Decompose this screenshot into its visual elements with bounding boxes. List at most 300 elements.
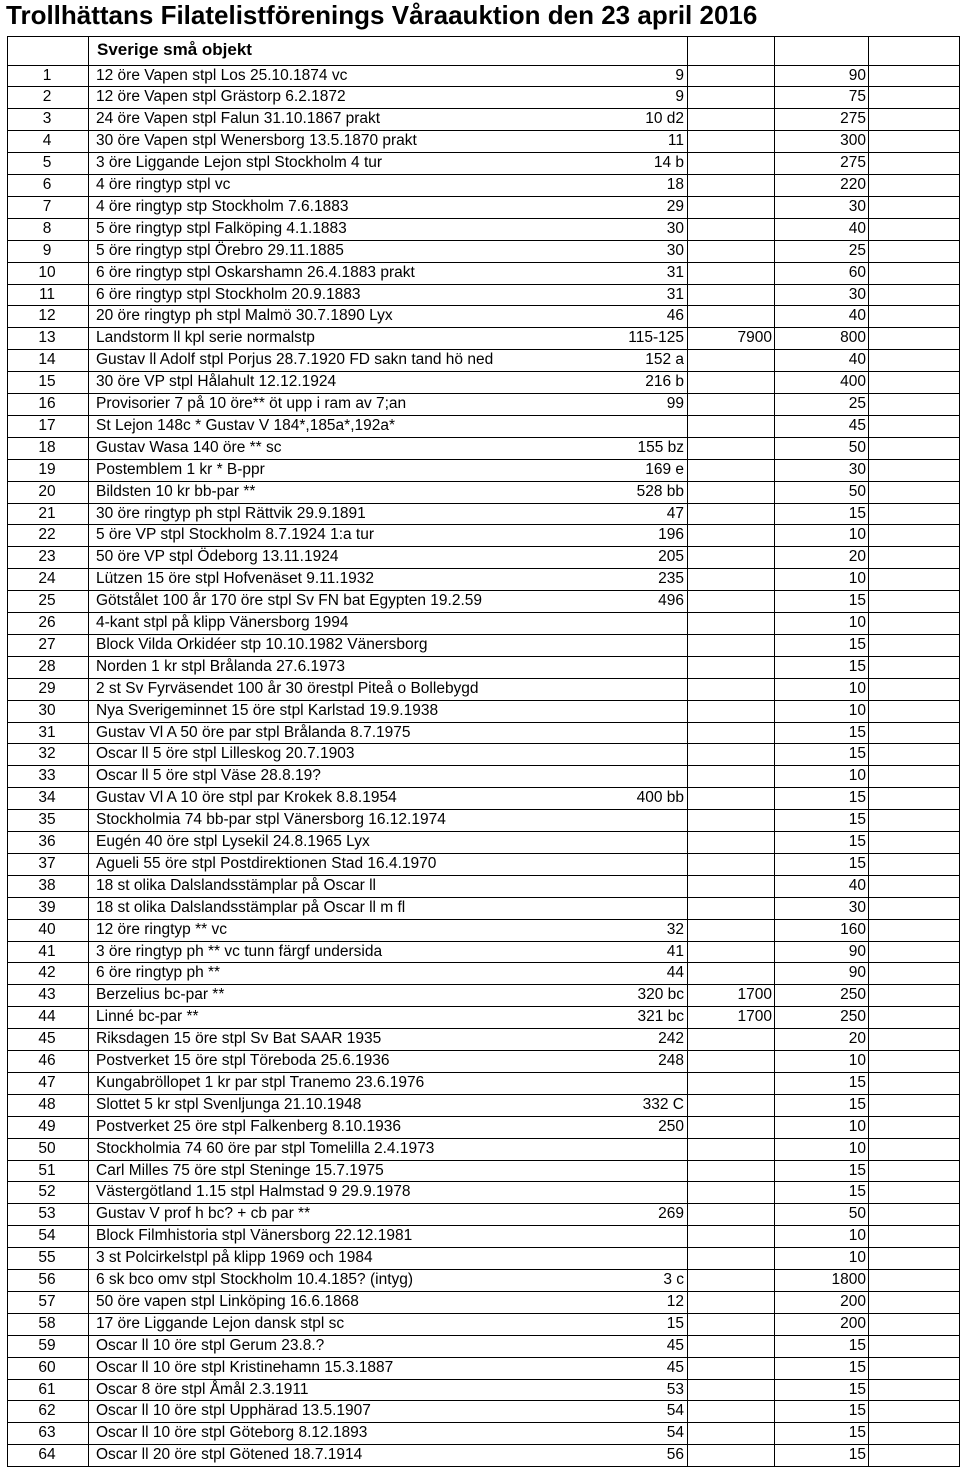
lot-number: 47 bbox=[38, 1073, 56, 1091]
lot-description: 20 öre ringtyp ph stpl Malmö 30.7.1890 Lyx bbox=[96, 307, 393, 325]
table-row bbox=[0, 196, 960, 218]
lot-number: 3 bbox=[42, 110, 52, 128]
starting-bid: 15 bbox=[848, 1073, 866, 1091]
table-row bbox=[0, 984, 960, 1006]
starting-bid: 10 bbox=[848, 1139, 866, 1157]
table-row bbox=[0, 524, 960, 546]
table-row bbox=[0, 1028, 960, 1050]
facit-number: 152 a bbox=[645, 351, 684, 369]
lot-number: 60 bbox=[38, 1358, 56, 1376]
facit-number: 41 bbox=[666, 942, 684, 960]
facit-number: 3 c bbox=[663, 1271, 684, 1288]
starting-bid: 220 bbox=[840, 176, 866, 193]
lot-description: 30 öre Vapen stpl Wenersborg 13.5.1870 prakt bbox=[96, 132, 417, 150]
table-row bbox=[0, 152, 960, 174]
facit-number: 47 bbox=[666, 504, 684, 522]
lot-description: 30 öre ringtyp ph stpl Rättvik 29.9.1891 bbox=[96, 504, 366, 522]
facit-number: 242 bbox=[658, 1030, 684, 1048]
lot-description: Lützen 15 öre stpl Hofvenäset 9.11.1932 bbox=[96, 570, 375, 588]
starting-bid: 15 bbox=[848, 1402, 866, 1420]
lot-description: 6 öre ringtyp stpl Stockholm 20.9.1883 bbox=[96, 285, 361, 303]
lot-description: Postverket 25 öre stpl Falkenberg 8.10.1936 bbox=[96, 1117, 402, 1135]
lot-number: 2 bbox=[42, 88, 52, 106]
table-row bbox=[0, 1335, 960, 1357]
lot-number: 59 bbox=[38, 1336, 56, 1354]
starting-bid: 40 bbox=[848, 307, 866, 325]
lot-description: Kungabröllopet 1 kr par stpl Tranemo 23.6.1976 bbox=[96, 1073, 425, 1091]
table-row bbox=[0, 1181, 960, 1203]
starting-bid: 160 bbox=[840, 920, 866, 938]
lot-description: Postverket 15 öre stpl Töreboda 25.6.1936 bbox=[96, 1052, 390, 1069]
table-row bbox=[0, 130, 960, 152]
catalogue-value: 1700 bbox=[737, 986, 772, 1004]
grid-hline bbox=[7, 36, 960, 37]
table-row bbox=[0, 765, 960, 787]
facit-number: 496 bbox=[658, 592, 684, 610]
starting-bid: 10 bbox=[848, 1227, 866, 1245]
lot-description: Postemblem 1 kr * B-ppr bbox=[96, 460, 265, 478]
facit-number: 9 bbox=[675, 88, 684, 106]
lot-number: 53 bbox=[38, 1205, 56, 1223]
lot-description: 18 st olika Dalslandsstämplar på Oscar ll m fl bbox=[96, 898, 406, 916]
starting-bid: 15 bbox=[848, 1336, 866, 1354]
lot-description: Oscar 8 öre stpl Åmål 2.3.1911 bbox=[96, 1380, 309, 1398]
table-row bbox=[0, 1050, 960, 1072]
starting-bid: 15 bbox=[848, 1358, 866, 1376]
table-row bbox=[0, 240, 960, 262]
lot-description: Gustav Wasa 140 öre ** sc bbox=[96, 438, 282, 456]
starting-bid: 200 bbox=[840, 1314, 866, 1332]
starting-bid: 15 bbox=[848, 635, 866, 653]
facit-number: 321 bc bbox=[637, 1008, 684, 1026]
starting-bid: 15 bbox=[848, 723, 866, 741]
table-row bbox=[0, 1225, 960, 1247]
table-row bbox=[0, 612, 960, 634]
facit-number: 45 bbox=[666, 1336, 684, 1354]
table-row bbox=[0, 459, 960, 481]
lot-number: 15 bbox=[38, 373, 56, 391]
table-row bbox=[0, 1203, 960, 1225]
starting-bid: 15 bbox=[848, 833, 866, 850]
lot-number: 21 bbox=[38, 504, 56, 522]
facit-number: 332 C bbox=[642, 1095, 684, 1113]
table-row bbox=[0, 1072, 960, 1094]
catalogue-value: 1700 bbox=[737, 1008, 772, 1026]
facit-number: 12 bbox=[666, 1292, 684, 1310]
starting-bid: 15 bbox=[848, 1380, 866, 1398]
facit-number: 54 bbox=[666, 1424, 684, 1442]
lot-description: Agueli 55 öre stpl Postdirektionen Stad 16.4.1970 bbox=[96, 854, 437, 872]
starting-bid: 40 bbox=[848, 876, 866, 894]
starting-bid: 1800 bbox=[831, 1271, 866, 1288]
starting-bid: 200 bbox=[840, 1292, 866, 1310]
lot-description: 12 öre ringtyp ** vc bbox=[96, 920, 227, 938]
table-row bbox=[0, 108, 960, 130]
lot-number: 34 bbox=[38, 789, 56, 807]
facit-number: 269 bbox=[658, 1205, 684, 1223]
starting-bid: 40 bbox=[848, 219, 866, 237]
table-row bbox=[0, 174, 960, 196]
lot-number: 51 bbox=[38, 1161, 56, 1179]
lot-number: 25 bbox=[38, 592, 56, 610]
starting-bid: 250 bbox=[840, 986, 866, 1004]
starting-bid: 30 bbox=[848, 197, 866, 215]
starting-bid: 15 bbox=[848, 811, 866, 829]
lot-description: 4 öre ringtyp stpl vc bbox=[96, 176, 231, 193]
lot-number: 1 bbox=[42, 66, 52, 84]
table-row bbox=[0, 568, 960, 590]
starting-bid: 50 bbox=[848, 1205, 866, 1223]
table-row bbox=[0, 1444, 960, 1466]
lot-number: 38 bbox=[38, 876, 56, 894]
lot-description: 12 öre Vapen stpl Grästorp 6.2.1872 bbox=[96, 88, 346, 106]
table-row bbox=[0, 503, 960, 525]
table-row bbox=[0, 1357, 960, 1379]
lot-number: 48 bbox=[38, 1095, 56, 1113]
starting-bid: 90 bbox=[848, 66, 866, 84]
lot-number: 7 bbox=[42, 197, 52, 215]
lot-description: 5 öre VP stpl Stockholm 8.7.1924 1:a tur bbox=[96, 526, 375, 544]
facit-number: 30 bbox=[666, 241, 684, 259]
lot-description: 6 sk bco omv stpl Stockholm 10.4.185? (intyg) bbox=[96, 1271, 414, 1288]
facit-number: 235 bbox=[658, 570, 684, 588]
facit-number: 15 bbox=[666, 1314, 684, 1332]
starting-bid: 75 bbox=[848, 88, 866, 106]
table-row bbox=[0, 284, 960, 306]
table-row bbox=[0, 546, 960, 568]
starting-bid: 15 bbox=[848, 789, 866, 807]
lot-number: 41 bbox=[38, 942, 56, 960]
lot-number: 9 bbox=[42, 241, 52, 259]
lot-number: 30 bbox=[38, 701, 56, 719]
starting-bid: 50 bbox=[848, 482, 866, 500]
starting-bid: 400 bbox=[840, 373, 866, 391]
lot-number: 32 bbox=[38, 745, 56, 763]
starting-bid: 15 bbox=[848, 592, 866, 610]
starting-bid: 15 bbox=[848, 504, 866, 522]
facit-number: 44 bbox=[666, 964, 684, 982]
starting-bid: 15 bbox=[848, 1095, 866, 1113]
lot-number: 27 bbox=[38, 635, 56, 653]
lot-number: 29 bbox=[38, 679, 56, 697]
table-row bbox=[0, 743, 960, 765]
table-row bbox=[0, 1291, 960, 1313]
lot-number: 61 bbox=[38, 1380, 56, 1398]
lot-number: 39 bbox=[38, 898, 56, 916]
facit-number: 56 bbox=[666, 1446, 684, 1464]
starting-bid: 25 bbox=[848, 395, 866, 412]
lot-description: 6 öre ringtyp ph ** bbox=[96, 964, 221, 982]
lot-description: Gustav Vl A 50 öre par stpl Brålanda 8.7.1975 bbox=[96, 723, 411, 741]
table-row bbox=[0, 262, 960, 284]
lot-number: 42 bbox=[38, 964, 56, 982]
lot-description: Oscar ll 5 öre stpl Väse 28.8.19? bbox=[96, 767, 321, 785]
facit-number: 250 bbox=[658, 1117, 684, 1135]
facit-number: 29 bbox=[666, 197, 684, 215]
table-row bbox=[0, 700, 960, 722]
lot-description: Landstorm ll kpl serie normalstp bbox=[96, 329, 315, 347]
starting-bid: 275 bbox=[840, 110, 866, 128]
lot-description: Riksdagen 15 öre stpl Sv Bat SAAR 1935 bbox=[96, 1030, 382, 1048]
starting-bid: 15 bbox=[848, 1446, 866, 1464]
starting-bid: 20 bbox=[848, 548, 866, 566]
starting-bid: 15 bbox=[848, 1183, 866, 1201]
table-row bbox=[0, 1138, 960, 1160]
lot-number: 22 bbox=[38, 526, 56, 544]
lot-description: Norden 1 kr stpl Brålanda 27.6.1973 bbox=[96, 657, 346, 675]
lot-description: Carl Milles 75 öre stpl Steninge 15.7.1975 bbox=[96, 1161, 384, 1179]
facit-number: 30 bbox=[666, 219, 684, 237]
table-row bbox=[0, 787, 960, 809]
table-row bbox=[0, 634, 960, 656]
starting-bid: 10 bbox=[848, 614, 866, 631]
lot-description: 5 öre ringtyp stpl Örebro 29.11.1885 bbox=[96, 241, 344, 259]
lot-number: 35 bbox=[38, 811, 56, 829]
lot-number: 18 bbox=[38, 438, 56, 456]
starting-bid: 10 bbox=[848, 526, 866, 544]
lot-description: 18 st olika Dalslandsstämplar på Oscar ll bbox=[96, 876, 376, 894]
facit-number: 53 bbox=[666, 1380, 684, 1398]
lot-number: 55 bbox=[38, 1249, 56, 1267]
lot-description: Stockholmia 74 60 öre par stpl Tomelilla 2.4.1973 bbox=[96, 1139, 435, 1157]
lot-description: Block Filmhistoria stpl Vänersborg 22.12.1981 bbox=[96, 1227, 413, 1245]
table-row bbox=[0, 305, 960, 327]
lot-number: 52 bbox=[38, 1183, 56, 1201]
lot-description: Västergötland 1.15 stpl Halmstad 9 29.9.1978 bbox=[96, 1183, 411, 1201]
table-row bbox=[0, 1247, 960, 1269]
facit-number: 99 bbox=[666, 395, 684, 412]
lot-description: 4 öre ringtyp stp Stockholm 7.6.1883 bbox=[96, 197, 349, 215]
lot-number: 64 bbox=[38, 1446, 56, 1464]
lot-number: 20 bbox=[38, 482, 56, 500]
table-row bbox=[0, 1006, 960, 1028]
facit-number: 216 b bbox=[645, 373, 684, 391]
table-row bbox=[0, 962, 960, 984]
table-row bbox=[0, 481, 960, 503]
facit-number: 248 bbox=[658, 1052, 684, 1069]
table-row bbox=[0, 853, 960, 875]
lot-number: 26 bbox=[38, 614, 56, 631]
lot-description: Bildsten 10 kr bb-par ** bbox=[96, 482, 256, 500]
facit-number: 205 bbox=[658, 548, 684, 566]
lot-number: 14 bbox=[38, 351, 56, 369]
lot-number: 46 bbox=[38, 1052, 56, 1069]
lot-description: 3 öre ringtyp ph ** vc tunn färgf undersida bbox=[96, 942, 383, 960]
table-row bbox=[0, 678, 960, 700]
starting-bid: 60 bbox=[848, 263, 866, 281]
lot-number: 28 bbox=[38, 657, 56, 675]
table-row bbox=[0, 919, 960, 941]
lot-description: 50 öre vapen stpl Linköping 16.6.1868 bbox=[96, 1292, 359, 1310]
lot-number: 19 bbox=[38, 460, 56, 478]
table-row bbox=[0, 722, 960, 744]
facit-number: 115-125 bbox=[628, 329, 684, 347]
table-row bbox=[0, 393, 960, 415]
facit-number: 54 bbox=[666, 1402, 684, 1420]
lot-description: Oscar ll 10 öre stpl Gerum 23.8.? bbox=[96, 1336, 325, 1354]
lot-description: Linné bc-par ** bbox=[96, 1008, 199, 1026]
grid-hline bbox=[7, 1466, 960, 1467]
lot-description: 50 öre VP stpl Ödeborg 13.11.1924 bbox=[96, 548, 339, 566]
lot-number: 43 bbox=[38, 986, 56, 1004]
facit-number: 320 bc bbox=[637, 986, 684, 1004]
lot-description: Oscar ll 10 öre stpl Kristinehamn 15.3.1887 bbox=[96, 1358, 394, 1376]
lot-number: 8 bbox=[42, 219, 52, 237]
starting-bid: 10 bbox=[848, 679, 866, 697]
table-row bbox=[0, 65, 960, 87]
starting-bid: 10 bbox=[848, 701, 866, 719]
lot-description: Götstålet 100 år 170 öre stpl Sv FN bat Egypten 19.2.59 bbox=[96, 592, 483, 610]
facit-number: 155 bz bbox=[637, 438, 684, 456]
facit-number: 10 d2 bbox=[645, 110, 684, 128]
table-row bbox=[0, 371, 960, 393]
facit-number: 196 bbox=[658, 526, 684, 544]
lot-description: Slottet 5 kr stpl Svenljunga 21.10.1948 bbox=[96, 1095, 362, 1113]
lot-number: 57 bbox=[38, 1292, 56, 1310]
lot-number: 50 bbox=[38, 1139, 56, 1157]
starting-bid: 10 bbox=[848, 1052, 866, 1069]
lot-number: 40 bbox=[38, 920, 56, 938]
lot-number: 5 bbox=[42, 154, 52, 172]
lot-description: Oscar ll 5 öre stpl Lilleskog 20.7.1903 bbox=[96, 745, 355, 763]
catalogue-value: 7900 bbox=[737, 329, 772, 347]
lot-number: 49 bbox=[38, 1117, 56, 1135]
starting-bid: 30 bbox=[848, 898, 866, 916]
starting-bid: 25 bbox=[848, 241, 866, 259]
table-row bbox=[0, 656, 960, 678]
starting-bid: 15 bbox=[848, 657, 866, 675]
starting-bid: 800 bbox=[840, 329, 866, 347]
lot-description: St Lejon 148c * Gustav V 184*,185a*,192a* bbox=[96, 416, 396, 434]
lot-number: 24 bbox=[38, 570, 56, 588]
table-row bbox=[0, 941, 960, 963]
table-row bbox=[0, 349, 960, 371]
starting-bid: 90 bbox=[848, 942, 866, 960]
table-row bbox=[0, 1160, 960, 1182]
lot-description: Block Vilda Orkidéer stp 10.10.1982 Vänersborg bbox=[96, 635, 428, 653]
starting-bid: 250 bbox=[840, 1008, 866, 1026]
table-row bbox=[0, 809, 960, 831]
lot-number: 37 bbox=[38, 854, 56, 872]
lot-description: 24 öre Vapen stpl Falun 31.10.1867 prakt bbox=[96, 110, 381, 128]
facit-number: 32 bbox=[666, 920, 684, 938]
starting-bid: 275 bbox=[840, 154, 866, 172]
table-row bbox=[0, 1379, 960, 1401]
lot-description: Provisorier 7 på 10 öre** öt upp i ram av 7;an bbox=[96, 395, 407, 412]
lot-number: 33 bbox=[38, 767, 56, 785]
lot-description: Gustav Vl A 10 öre stpl par Krokek 8.8.1954 bbox=[96, 789, 397, 807]
starting-bid: 30 bbox=[848, 460, 866, 478]
starting-bid: 10 bbox=[848, 570, 866, 588]
lot-number: 11 bbox=[38, 285, 56, 303]
lot-number: 45 bbox=[38, 1030, 56, 1048]
lot-description: 12 öre Vapen stpl Los 25.10.1874 vc bbox=[96, 66, 348, 84]
lot-number: 4 bbox=[42, 132, 52, 150]
facit-number: 45 bbox=[666, 1358, 684, 1376]
lot-description: 3 st Polcirkelstpl på klipp 1969 och 1984 bbox=[96, 1249, 373, 1267]
starting-bid: 30 bbox=[848, 285, 866, 303]
starting-bid: 10 bbox=[848, 1117, 866, 1135]
lot-number: 16 bbox=[38, 395, 56, 412]
table-row bbox=[0, 1116, 960, 1138]
table-row bbox=[0, 831, 960, 853]
lot-description: Eugén 40 öre stpl Lysekil 24.8.1965 Lyx bbox=[96, 833, 370, 850]
facit-number: 18 bbox=[666, 176, 684, 193]
lot-description: 3 öre Liggande Lejon stpl Stockholm 4 tur bbox=[96, 154, 383, 172]
lot-number: 54 bbox=[38, 1227, 56, 1245]
facit-number: 31 bbox=[666, 263, 684, 281]
lot-number: 31 bbox=[38, 723, 56, 741]
table-row bbox=[0, 327, 960, 349]
lot-number: 36 bbox=[38, 833, 56, 850]
lot-number: 23 bbox=[38, 548, 56, 566]
lot-number: 56 bbox=[38, 1271, 56, 1288]
facit-number: 11 bbox=[667, 132, 684, 150]
lot-description: Oscar ll 10 öre stpl Upphärad 13.5.1907 bbox=[96, 1402, 371, 1420]
table-row bbox=[0, 218, 960, 240]
table-row bbox=[0, 415, 960, 437]
starting-bid: 90 bbox=[848, 964, 866, 982]
lot-description: Nya Sverigeminnet 15 öre stpl Karlstad 19.9.1938 bbox=[96, 701, 439, 719]
lot-description: Oscar ll 10 öre stpl Göteborg 8.12.1893 bbox=[96, 1424, 368, 1442]
starting-bid: 15 bbox=[848, 1424, 866, 1442]
lot-description: Oscar ll 20 öre stpl Götened 18.7.1914 bbox=[96, 1446, 363, 1464]
facit-number: 31 bbox=[666, 285, 684, 303]
starting-bid: 10 bbox=[848, 1249, 866, 1267]
table-row bbox=[0, 897, 960, 919]
lot-description: Berzelius bc-par ** bbox=[96, 986, 225, 1004]
lot-description: 4-kant stpl på klipp Vänersborg 1994 bbox=[96, 614, 349, 631]
table-row bbox=[0, 86, 960, 108]
lot-number: 6 bbox=[42, 176, 52, 193]
lot-description: Gustav V prof h bc? + cb par ** bbox=[96, 1205, 311, 1223]
starting-bid: 15 bbox=[848, 854, 866, 872]
table-row bbox=[0, 1269, 960, 1291]
starting-bid: 300 bbox=[840, 132, 866, 150]
section-heading: Sverige små objekt bbox=[97, 40, 252, 59]
lot-description: Gustav ll Adolf stpl Porjus 28.7.1920 FD sakn tand hö ned bbox=[96, 351, 494, 369]
lot-number: 62 bbox=[38, 1402, 56, 1420]
table-row bbox=[0, 437, 960, 459]
table-row bbox=[0, 875, 960, 897]
starting-bid: 40 bbox=[848, 351, 866, 369]
starting-bid: 15 bbox=[848, 1161, 866, 1179]
facit-number: 46 bbox=[666, 307, 684, 325]
starting-bid: 20 bbox=[848, 1030, 866, 1048]
lot-description: 30 öre VP stpl Hålahult 12.12.1924 bbox=[96, 373, 337, 391]
lot-number: 13 bbox=[38, 329, 56, 347]
lot-number: 10 bbox=[38, 263, 56, 281]
lot-number: 44 bbox=[38, 1008, 56, 1026]
lot-number: 58 bbox=[38, 1314, 56, 1332]
facit-number: 14 b bbox=[653, 154, 684, 172]
facit-number: 528 bb bbox=[636, 482, 684, 500]
lot-number: 17 bbox=[38, 416, 56, 434]
table-row bbox=[0, 590, 960, 612]
lot-description: 6 öre ringtyp stpl Oskarshamn 26.4.1883 prakt bbox=[96, 263, 415, 281]
facit-number: 400 bb bbox=[636, 789, 684, 807]
table-row bbox=[0, 1313, 960, 1335]
table-row bbox=[0, 1400, 960, 1422]
lot-description: 2 st Sv Fyrväsendet 100 år 30 örestpl Piteå o Bollebygd bbox=[96, 679, 479, 697]
starting-bid: 45 bbox=[848, 416, 866, 434]
lot-description: 17 öre Liggande Lejon dansk stpl sc bbox=[96, 1314, 345, 1332]
lot-description: Stockholmia 74 bb-par stpl Vänersborg 16.12.1974 bbox=[96, 811, 446, 829]
starting-bid: 50 bbox=[848, 438, 866, 456]
lot-number: 12 bbox=[38, 307, 56, 325]
lot-number: 63 bbox=[38, 1424, 56, 1442]
page-title: Trollhättans Filatelistförenings Våraauktion den 23 april 2016 bbox=[6, 0, 758, 30]
